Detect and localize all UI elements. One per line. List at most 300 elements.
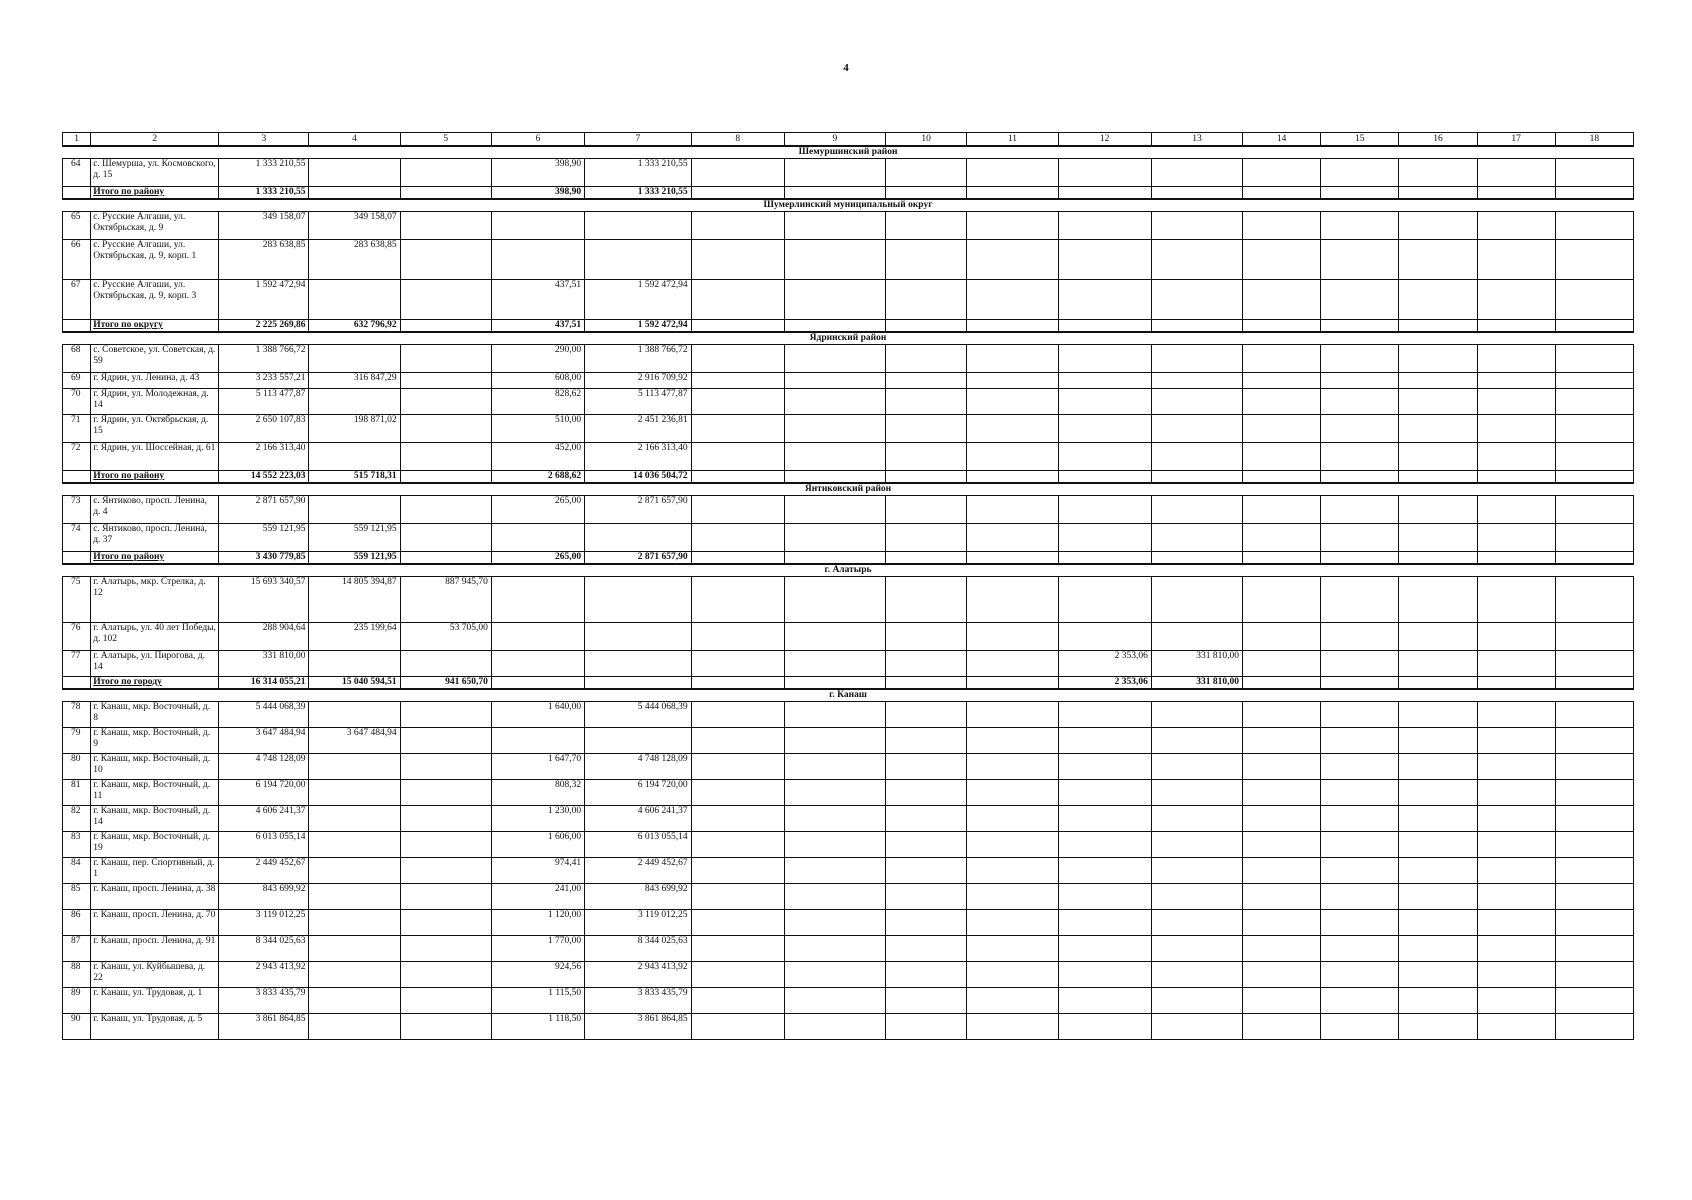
column-header: 4	[309, 133, 400, 147]
address-cell: с. Янтиково, просп. Ленина, д. 4	[91, 496, 219, 524]
cell-col-5	[400, 240, 491, 280]
cell-col-13	[1151, 780, 1242, 806]
cell-col-11	[967, 677, 1058, 690]
cell-col-6: 808,32	[491, 780, 584, 806]
total-row	[63, 187, 1634, 200]
cell-col-16	[1399, 159, 1477, 187]
table-row	[63, 910, 1634, 936]
cell-col-6: 437,51	[491, 320, 584, 333]
cell-col-6: 1 770,00	[491, 936, 584, 962]
cell-col-17	[1477, 728, 1555, 754]
table-row	[63, 373, 1634, 389]
cell-col-7	[585, 623, 691, 651]
cell-col-6	[491, 240, 584, 280]
cell-col-4	[309, 884, 400, 910]
cell-col-11	[967, 187, 1058, 200]
cell-col-3: 2 943 413,92	[219, 962, 309, 988]
cell-col-13	[1151, 159, 1242, 187]
cell-col-18	[1555, 389, 1633, 415]
cell-col-15	[1321, 1014, 1399, 1040]
table-row	[63, 240, 1634, 280]
cell-col-6: 1 115,50	[491, 988, 584, 1014]
cell-col-18	[1555, 552, 1633, 565]
cell-col-18	[1555, 577, 1633, 623]
column-header: 8	[691, 133, 784, 147]
cell-col-14	[1243, 858, 1321, 884]
cell-col-11	[967, 780, 1058, 806]
cell-col-6: 608,00	[491, 373, 584, 389]
cell-col-7: 6 013 055,14	[585, 832, 691, 858]
cell-col-9	[784, 240, 885, 280]
cell-col-18	[1555, 187, 1633, 200]
cell-col-16	[1399, 577, 1477, 623]
cell-col-5	[400, 780, 491, 806]
cell-col-15	[1321, 702, 1399, 728]
cell-col-8	[691, 702, 784, 728]
cell-col-18	[1555, 623, 1633, 651]
row-number	[63, 187, 91, 200]
cell-col-13	[1151, 754, 1242, 780]
row-number: 65	[63, 212, 91, 240]
cell-col-14	[1243, 702, 1321, 728]
cell-col-5	[400, 212, 491, 240]
cell-col-16	[1399, 187, 1477, 200]
cell-col-7: 3 833 435,79	[585, 988, 691, 1014]
cell-col-5	[400, 320, 491, 333]
cell-col-6	[491, 524, 584, 552]
cell-col-11	[967, 240, 1058, 280]
cell-col-18	[1555, 1014, 1633, 1040]
cell-col-8	[691, 962, 784, 988]
cell-col-16	[1399, 373, 1477, 389]
row-number: 74	[63, 524, 91, 552]
cell-col-7: 1 592 472,94	[585, 280, 691, 320]
cell-col-9	[784, 443, 885, 471]
cell-col-6	[491, 651, 584, 677]
cell-col-18	[1555, 677, 1633, 690]
address-cell: г. Канаш, мкр. Восточный, д. 19	[91, 832, 219, 858]
row-number: 76	[63, 623, 91, 651]
cell-col-12	[1058, 320, 1151, 333]
cell-col-10	[885, 240, 966, 280]
cell-col-18	[1555, 884, 1633, 910]
cell-col-4	[309, 910, 400, 936]
cell-col-9	[784, 280, 885, 320]
cell-col-4	[309, 780, 400, 806]
cell-col-5	[400, 910, 491, 936]
cell-col-9	[784, 858, 885, 884]
cell-col-12	[1058, 524, 1151, 552]
cell-col-17	[1477, 187, 1555, 200]
cell-col-3: 3 647 484,94	[219, 728, 309, 754]
cell-col-18	[1555, 345, 1633, 373]
column-header: 5	[400, 133, 491, 147]
cell-col-5	[400, 373, 491, 389]
cell-col-15	[1321, 187, 1399, 200]
cell-col-14	[1243, 524, 1321, 552]
cell-col-12	[1058, 623, 1151, 651]
cell-col-15	[1321, 651, 1399, 677]
cell-col-16	[1399, 415, 1477, 443]
section-title: Шумерлинский муниципальный округ	[63, 199, 1634, 212]
row-number: 85	[63, 884, 91, 910]
cell-col-5	[400, 524, 491, 552]
cell-col-8	[691, 780, 784, 806]
cell-col-5	[400, 884, 491, 910]
address-cell: г. Канаш, просп. Ленина, д. 70	[91, 910, 219, 936]
address-cell: г. Алатырь, ул. Пирогова, д. 14	[91, 651, 219, 677]
cell-col-7	[585, 240, 691, 280]
cell-col-11	[967, 345, 1058, 373]
column-header: 14	[1243, 133, 1321, 147]
cell-col-13	[1151, 280, 1242, 320]
cell-col-9	[784, 389, 885, 415]
address-cell: г. Канаш, мкр. Восточный, д. 11	[91, 780, 219, 806]
cell-col-4	[309, 702, 400, 728]
cell-col-9	[784, 702, 885, 728]
table-row	[63, 728, 1634, 754]
cell-col-6: 398,90	[491, 187, 584, 200]
cell-col-10	[885, 623, 966, 651]
cell-col-17	[1477, 884, 1555, 910]
cell-col-3: 3 430 779,85	[219, 552, 309, 565]
cell-col-9	[784, 496, 885, 524]
cell-col-5	[400, 187, 491, 200]
section-title: г. Алатырь	[63, 564, 1634, 577]
column-header: 10	[885, 133, 966, 147]
cell-col-18	[1555, 780, 1633, 806]
row-number: 82	[63, 806, 91, 832]
cell-col-15	[1321, 988, 1399, 1014]
cell-col-7: 5 113 477,87	[585, 389, 691, 415]
cell-col-14	[1243, 677, 1321, 690]
cell-col-9	[784, 415, 885, 443]
cell-col-18	[1555, 415, 1633, 443]
cell-col-14	[1243, 212, 1321, 240]
cell-col-18	[1555, 962, 1633, 988]
cell-col-10	[885, 754, 966, 780]
total-row	[63, 471, 1634, 484]
cell-col-18	[1555, 754, 1633, 780]
cell-col-11	[967, 623, 1058, 651]
column-header: 2	[91, 133, 219, 147]
cell-col-3: 2 871 657,90	[219, 496, 309, 524]
cell-col-18	[1555, 373, 1633, 389]
cell-col-7: 2 451 236,81	[585, 415, 691, 443]
cell-col-14	[1243, 754, 1321, 780]
table-row	[63, 496, 1634, 524]
cell-col-7	[585, 677, 691, 690]
table-row	[63, 832, 1634, 858]
cell-col-6: 1 647,70	[491, 754, 584, 780]
cell-col-17	[1477, 524, 1555, 552]
cell-col-18	[1555, 496, 1633, 524]
cell-col-15	[1321, 373, 1399, 389]
row-number: 68	[63, 345, 91, 373]
cell-col-14	[1243, 389, 1321, 415]
cell-col-15	[1321, 443, 1399, 471]
section-header-row	[63, 146, 1634, 159]
cell-col-15	[1321, 212, 1399, 240]
cell-col-10	[885, 389, 966, 415]
cell-col-16	[1399, 345, 1477, 373]
address-cell: с. Янтиково, просп. Ленина, д. 37	[91, 524, 219, 552]
cell-col-9	[784, 728, 885, 754]
cell-col-16	[1399, 320, 1477, 333]
cell-col-9	[784, 345, 885, 373]
cell-col-17	[1477, 577, 1555, 623]
row-number: 73	[63, 496, 91, 524]
cell-col-11	[967, 651, 1058, 677]
cell-col-3: 3 119 012,25	[219, 910, 309, 936]
cell-col-11	[967, 415, 1058, 443]
cell-col-7: 3 119 012,25	[585, 910, 691, 936]
cell-col-16	[1399, 471, 1477, 484]
cell-col-7: 2 871 657,90	[585, 496, 691, 524]
address-cell: г. Алатырь, ул. 40 лет Победы, д. 102	[91, 623, 219, 651]
cell-col-3: 288 904,64	[219, 623, 309, 651]
cell-col-5	[400, 728, 491, 754]
cell-col-10	[885, 832, 966, 858]
cell-col-7	[585, 651, 691, 677]
cell-col-9	[784, 471, 885, 484]
cell-col-11	[967, 524, 1058, 552]
cell-col-17	[1477, 832, 1555, 858]
cell-col-15	[1321, 677, 1399, 690]
cell-col-4	[309, 832, 400, 858]
address-cell: с. Русские Алгаши, ул. Октябрьская, д. 9	[91, 212, 219, 240]
cell-col-3: 2 650 107,83	[219, 415, 309, 443]
cell-col-7: 8 344 025,63	[585, 936, 691, 962]
row-number: 77	[63, 651, 91, 677]
cell-col-6: 241,00	[491, 884, 584, 910]
cell-col-14	[1243, 623, 1321, 651]
address-cell: г. Канаш, мкр. Восточный, д. 14	[91, 806, 219, 832]
cell-col-3: 283 638,85	[219, 240, 309, 280]
cell-col-8	[691, 1014, 784, 1040]
cell-col-17	[1477, 780, 1555, 806]
table-row	[63, 702, 1634, 728]
cell-col-4	[309, 651, 400, 677]
cell-col-13	[1151, 884, 1242, 910]
cell-col-10	[885, 552, 966, 565]
cell-col-6: 1 230,00	[491, 806, 584, 832]
cell-col-14	[1243, 936, 1321, 962]
row-number	[63, 677, 91, 690]
cell-col-18	[1555, 858, 1633, 884]
cell-col-11	[967, 962, 1058, 988]
cell-col-17	[1477, 552, 1555, 565]
cell-col-11	[967, 728, 1058, 754]
cell-col-10	[885, 910, 966, 936]
cell-col-14	[1243, 496, 1321, 524]
cell-col-11	[967, 471, 1058, 484]
cell-col-8	[691, 623, 784, 651]
cell-col-12	[1058, 159, 1151, 187]
cell-col-13	[1151, 212, 1242, 240]
row-number: 81	[63, 780, 91, 806]
cell-col-16	[1399, 884, 1477, 910]
address-cell: с. Советское, ул. Советская, д. 59	[91, 345, 219, 373]
table-row	[63, 415, 1634, 443]
cell-col-12	[1058, 884, 1151, 910]
cell-col-8	[691, 910, 784, 936]
address-cell: г. Канаш, мкр. Восточный, д. 10	[91, 754, 219, 780]
cell-col-9	[784, 552, 885, 565]
address-cell: с. Русские Алгаши, ул. Октябрьская, д. 9, корп. 3	[91, 280, 219, 320]
cell-col-7: 6 194 720,00	[585, 780, 691, 806]
cell-col-9	[784, 577, 885, 623]
cell-col-7	[585, 728, 691, 754]
cell-col-13	[1151, 988, 1242, 1014]
cell-col-10	[885, 728, 966, 754]
cell-col-5	[400, 962, 491, 988]
address-cell: г. Канаш, мкр. Восточный, д. 9	[91, 728, 219, 754]
cell-col-4	[309, 754, 400, 780]
cell-col-4	[309, 962, 400, 988]
cell-col-18	[1555, 936, 1633, 962]
cell-col-7: 1 333 210,55	[585, 159, 691, 187]
cell-col-13	[1151, 471, 1242, 484]
cell-col-10	[885, 471, 966, 484]
cell-col-17	[1477, 806, 1555, 832]
column-header: 9	[784, 133, 885, 147]
cell-col-4	[309, 1014, 400, 1040]
cell-col-9	[784, 910, 885, 936]
cell-col-15	[1321, 754, 1399, 780]
table-row	[63, 280, 1634, 320]
cell-col-13	[1151, 524, 1242, 552]
cell-col-8	[691, 159, 784, 187]
cell-col-5	[400, 754, 491, 780]
cell-col-7: 843 699,92	[585, 884, 691, 910]
cell-col-16	[1399, 651, 1477, 677]
cell-col-17	[1477, 1014, 1555, 1040]
section-header-row	[63, 483, 1634, 496]
cell-col-13: 331 810,00	[1151, 677, 1242, 690]
cell-col-17	[1477, 345, 1555, 373]
page-number: 4	[843, 62, 849, 74]
cell-col-4	[309, 443, 400, 471]
cell-col-12	[1058, 552, 1151, 565]
cell-col-13	[1151, 936, 1242, 962]
cell-col-16	[1399, 910, 1477, 936]
cell-col-13	[1151, 443, 1242, 471]
cell-col-8	[691, 496, 784, 524]
cell-col-3: 331 810,00	[219, 651, 309, 677]
cell-col-7: 2 449 452,67	[585, 858, 691, 884]
cell-col-8	[691, 832, 784, 858]
cell-col-10	[885, 496, 966, 524]
cell-col-5	[400, 471, 491, 484]
row-number: 89	[63, 988, 91, 1014]
cell-col-4: 198 871,02	[309, 415, 400, 443]
row-number: 80	[63, 754, 91, 780]
section-title: Ядринский район	[63, 332, 1634, 345]
cell-col-9	[784, 806, 885, 832]
cell-col-8	[691, 677, 784, 690]
section-header-row	[63, 332, 1634, 345]
cell-col-16	[1399, 240, 1477, 280]
cell-col-10	[885, 159, 966, 187]
cell-col-18	[1555, 910, 1633, 936]
column-header: 6	[491, 133, 584, 147]
cell-col-15	[1321, 320, 1399, 333]
cell-col-15	[1321, 159, 1399, 187]
address-cell: г. Канаш, ул. Трудовая, д. 1	[91, 988, 219, 1014]
address-cell: г. Канаш, ул. Куйбышева, д. 22	[91, 962, 219, 988]
cell-col-6: 437,51	[491, 280, 584, 320]
cell-col-4	[309, 159, 400, 187]
cell-col-16	[1399, 728, 1477, 754]
table-row	[63, 988, 1634, 1014]
cell-col-4: 283 638,85	[309, 240, 400, 280]
cell-col-5	[400, 988, 491, 1014]
cell-col-7: 2 943 413,92	[585, 962, 691, 988]
cell-col-8	[691, 806, 784, 832]
cell-col-14	[1243, 240, 1321, 280]
cell-col-4: 559 121,95	[309, 524, 400, 552]
cell-col-10	[885, 702, 966, 728]
cell-col-7: 3 861 864,85	[585, 1014, 691, 1040]
row-number: 75	[63, 577, 91, 623]
cell-col-15	[1321, 623, 1399, 651]
cell-col-10	[885, 577, 966, 623]
cell-col-12	[1058, 280, 1151, 320]
cell-col-12	[1058, 702, 1151, 728]
cell-col-6: 828,62	[491, 389, 584, 415]
column-header: 16	[1399, 133, 1477, 147]
cell-col-16	[1399, 780, 1477, 806]
cell-col-13	[1151, 832, 1242, 858]
address-cell: г. Ядрин, ул. Ленина, д. 43	[91, 373, 219, 389]
cell-col-12: 2 353,06	[1058, 677, 1151, 690]
cell-col-15	[1321, 884, 1399, 910]
cell-col-8	[691, 754, 784, 780]
row-number: 71	[63, 415, 91, 443]
cell-col-9	[784, 373, 885, 389]
cell-col-14	[1243, 988, 1321, 1014]
cell-col-7: 1 333 210,55	[585, 187, 691, 200]
cell-col-15	[1321, 728, 1399, 754]
cell-col-5	[400, 415, 491, 443]
cell-col-16	[1399, 962, 1477, 988]
cell-col-15	[1321, 780, 1399, 806]
cell-col-13	[1151, 320, 1242, 333]
cell-col-18	[1555, 280, 1633, 320]
column-header: 13	[1151, 133, 1242, 147]
cell-col-11	[967, 754, 1058, 780]
cell-col-7: 2 916 709,92	[585, 373, 691, 389]
cell-col-15	[1321, 910, 1399, 936]
column-header: 12	[1058, 133, 1151, 147]
total-row	[63, 677, 1634, 690]
cell-col-16	[1399, 280, 1477, 320]
cell-col-13	[1151, 187, 1242, 200]
cell-col-14	[1243, 1014, 1321, 1040]
table-row	[63, 577, 1634, 623]
cell-col-12	[1058, 910, 1151, 936]
cell-col-18	[1555, 320, 1633, 333]
cell-col-6: 1 606,00	[491, 832, 584, 858]
cell-col-17	[1477, 858, 1555, 884]
cell-col-13	[1151, 806, 1242, 832]
cell-col-11	[967, 910, 1058, 936]
cell-col-4	[309, 280, 400, 320]
cell-col-10	[885, 443, 966, 471]
cell-col-10	[885, 806, 966, 832]
cell-col-14	[1243, 910, 1321, 936]
